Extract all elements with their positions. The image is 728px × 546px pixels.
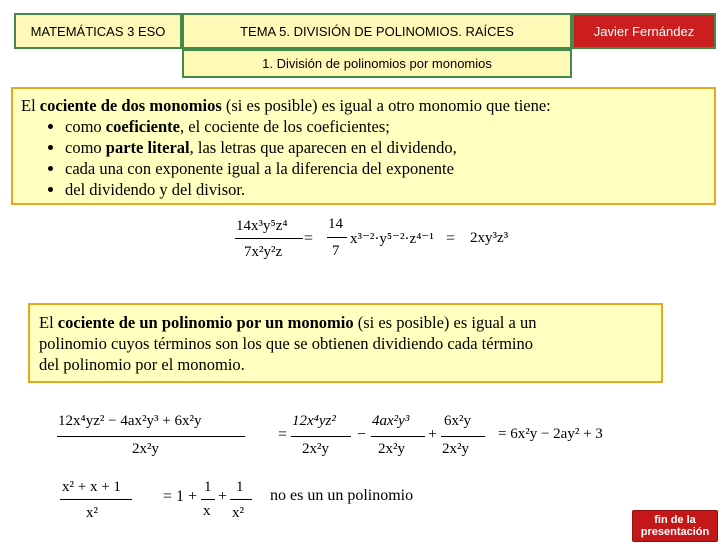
author-label [572, 13, 716, 49]
f3-fraction-bar [60, 499, 132, 500]
f2-minus: − [357, 426, 367, 443]
f3-frac2-bar [230, 499, 252, 500]
f1-result: 2xy³z³ [470, 230, 509, 246]
section-text: 1. División de polinomios por monomios [262, 56, 492, 71]
f3-frac2-den: x² [232, 505, 244, 521]
f3-frac1-num: 1 [204, 479, 212, 495]
topic-text: TEMA 5. DIVISIÓN DE POLINOMIOS. RAÍCES [240, 23, 514, 39]
end-label-2: presentación [640, 526, 710, 538]
f2-t3-num: 6x²y [444, 413, 471, 429]
subject-text: MATEMÁTICAS 3 ESO [30, 23, 166, 39]
rule-exponent: • cada una con exponente igual a la diferencia del exponente [65, 158, 706, 179]
poly-line-1: El cociente de un polinomio por un monomio (si es posible) es igual a un [39, 313, 537, 332]
f1-fraction-bar [235, 238, 303, 239]
topic-title [182, 13, 572, 49]
f3-equals-one: = 1 + [163, 488, 198, 505]
rules-list [21, 116, 706, 200]
f3-plus: + [218, 488, 228, 505]
polynomial-term: cociente de un polinomio por un monomio [57, 313, 354, 332]
f1-expanded: x³⁻²·y⁵⁻²·z⁴⁻¹ [350, 231, 434, 247]
rule-literal: • como parte literal, las letras que aparecen en el dividendo, [65, 137, 706, 158]
f3-numerator: x² + x + 1 [62, 479, 121, 495]
f1-coef-num: 14 [328, 216, 343, 232]
f2-equals: = [278, 426, 288, 443]
f2-t3-bar [441, 436, 485, 437]
f2-numerator: 12x⁴yz² − 4ax²y³ + 6x²y [58, 413, 202, 429]
f1-numerator: 14x³y⁵z⁴ [236, 218, 288, 234]
f2-denominator: 2x²y [132, 441, 159, 457]
f2-t2-den: 2x²y [378, 441, 405, 457]
f2-t2-num: 4ax²y³ [372, 413, 410, 429]
f1-equals: = [304, 230, 314, 247]
f2-fraction-bar [57, 436, 245, 437]
f3-frac1-bar [201, 499, 215, 500]
f2-t1-bar [291, 436, 351, 437]
end-presentation-button[interactable] [632, 510, 718, 542]
f1-equals-2: = [446, 230, 456, 247]
subject-label [14, 13, 182, 49]
f2-t1-den: 2x²y [302, 441, 329, 457]
end-label-1: fin de la [654, 514, 696, 526]
monomial-quotient-panel [11, 87, 716, 205]
f1-coef-bar [327, 237, 347, 238]
f1-denominator: 7x²y²z [244, 244, 283, 260]
f2-t1-num: 12x⁴yz² [292, 413, 336, 429]
monomial-term: cociente de dos monomios [39, 96, 222, 115]
f1-coef-den: 7 [332, 243, 340, 259]
monomial-intro: El cociente de dos monomios (si es posible) es igual a otro monomio que tiene: [21, 96, 551, 115]
f3-note: no es un un polinomio [270, 487, 414, 504]
f2-t2-bar [371, 436, 425, 437]
poly-line-3: del polinomio por el monomio. [39, 355, 245, 374]
rule-coefficient: • como coeficiente, el cociente de los coeficientes; [65, 116, 706, 137]
f2-result: = 6x²y − 2ay² + 3 [498, 426, 603, 442]
f3-denominator: x² [86, 505, 98, 521]
poly-line-2: polinomio cuyos términos son los que se obtienen dividiendo cada término [39, 334, 534, 353]
rule-exponent-cont: • del dividendo y del divisor. [65, 179, 706, 200]
section-title [182, 49, 572, 78]
f3-frac1-den: x [203, 503, 211, 519]
f2-plus: + [428, 426, 438, 443]
polynomial-quotient-panel [28, 303, 663, 383]
author-text: Javier Fernández [593, 23, 695, 39]
f2-t3-den: 2x²y [442, 441, 469, 457]
f3-frac2-num: 1 [236, 479, 244, 495]
